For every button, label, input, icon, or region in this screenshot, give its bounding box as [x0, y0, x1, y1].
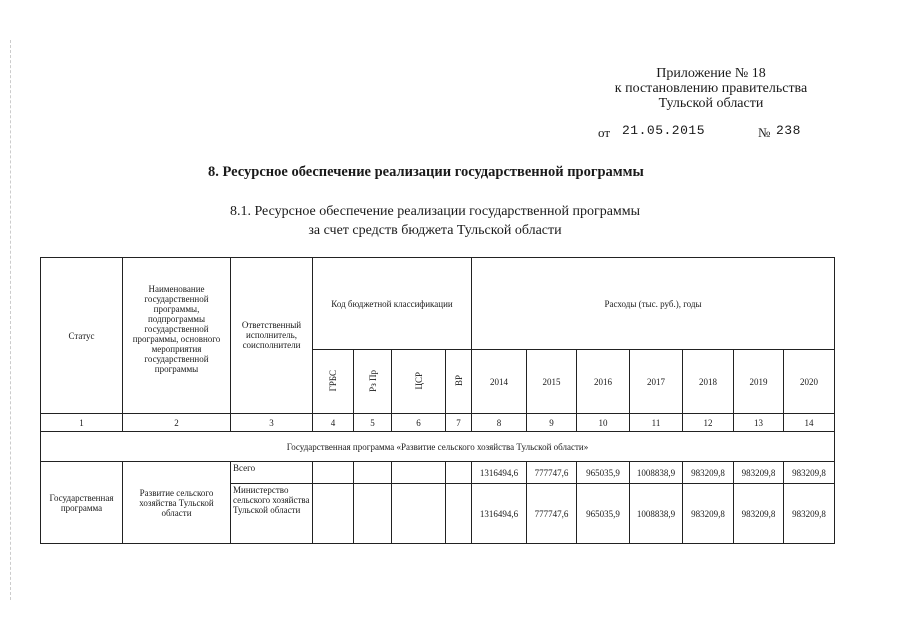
header-executor: Ответственный исполнитель, соисполнители — [231, 258, 313, 414]
number-label: № — [758, 125, 771, 140]
column-number: 4 — [313, 414, 354, 432]
appendix-line-1: Приложение № 18 — [656, 66, 766, 81]
header-budget-code: Код бюджетной классификации — [313, 258, 472, 350]
value-cell: 777747,6 — [527, 484, 577, 544]
left-margin-scan-marks — [10, 40, 12, 600]
value-cell: 965035,9 — [577, 462, 630, 484]
value-cell: 983209,8 — [683, 462, 734, 484]
column-number: 7 — [446, 414, 472, 432]
column-number-row — [41, 414, 835, 432]
executor-cell: Всего — [231, 462, 313, 484]
subtitle — [180, 202, 690, 240]
column-number: 3 — [231, 414, 313, 432]
subtitle-line-1: 8.1. Ресурсное обеспечение реализации государственной программы — [229, 204, 641, 219]
value-cell: 965035,9 — [577, 484, 630, 544]
column-number: 13 — [734, 414, 784, 432]
value-cell: 1008838,9 — [630, 462, 683, 484]
program-name-cell: Развитие сельского хозяйства Тульской области — [123, 462, 231, 544]
value-cell: 983209,8 — [683, 484, 734, 544]
from-label: от — [598, 125, 611, 140]
header-year-2015: 2015 — [527, 350, 577, 414]
value-cell: 983209,8 — [784, 484, 835, 544]
column-number: 6 — [392, 414, 446, 432]
header-year-2017: 2017 — [630, 350, 683, 414]
header-year-2014: 2014 — [472, 350, 527, 414]
value-cell: 1316494,6 — [472, 484, 527, 544]
header-status: Статус — [41, 258, 123, 414]
column-number: 12 — [683, 414, 734, 432]
column-number: 14 — [784, 414, 835, 432]
header-code-grbs: ГРБС — [313, 350, 354, 414]
decree-number: 238 — [776, 123, 801, 138]
value-cell: 983209,8 — [734, 462, 784, 484]
budget-table — [40, 257, 835, 544]
column-number: 11 — [630, 414, 683, 432]
column-number: 1 — [41, 414, 123, 432]
value-cell: 777747,6 — [527, 462, 577, 484]
decree-date: 21.05.2015 — [622, 123, 706, 138]
column-number: 5 — [354, 414, 392, 432]
section-title: 8. Ресурсное обеспечение реализации государственной программы — [208, 164, 644, 180]
column-number: 10 — [577, 414, 630, 432]
column-number: 2 — [123, 414, 231, 432]
header-expenses: Расходы (тыс. руб.), годы — [472, 258, 835, 350]
column-number: 8 — [472, 414, 527, 432]
appendix-header — [596, 66, 826, 111]
program-title-row: Государственная программа «Развитие сельского хозяйства Тульской области» — [41, 432, 835, 462]
column-number: 9 — [527, 414, 577, 432]
header-year-2020: 2020 — [784, 350, 835, 414]
header-code-rzpr: Рз Пр — [354, 350, 392, 414]
value-cell: 1008838,9 — [630, 484, 683, 544]
status-cell: Государственная программа — [41, 462, 123, 544]
subtitle-line-2: за счет средств бюджета Тульской области — [308, 223, 562, 238]
header-name: Наименование государственной программы, подпрограммы государственной программы, основного мероприятия государственной программы — [123, 258, 231, 414]
header-code-vr: ВР — [446, 350, 472, 414]
table-row-total — [41, 462, 835, 484]
executor-cell: Министерство сельского хозяйства Тульской области — [231, 484, 313, 544]
value-cell: 983209,8 — [734, 484, 784, 544]
header-year-2019: 2019 — [734, 350, 784, 414]
header-code-csr: ЦСР — [392, 350, 446, 414]
value-cell: 1316494,6 — [472, 462, 527, 484]
header-year-2016: 2016 — [577, 350, 630, 414]
appendix-line-2: к постановлению правительства — [614, 81, 808, 96]
header-year-2018: 2018 — [683, 350, 734, 414]
appendix-line-3: Тульской области — [658, 96, 764, 111]
value-cell: 983209,8 — [784, 462, 835, 484]
